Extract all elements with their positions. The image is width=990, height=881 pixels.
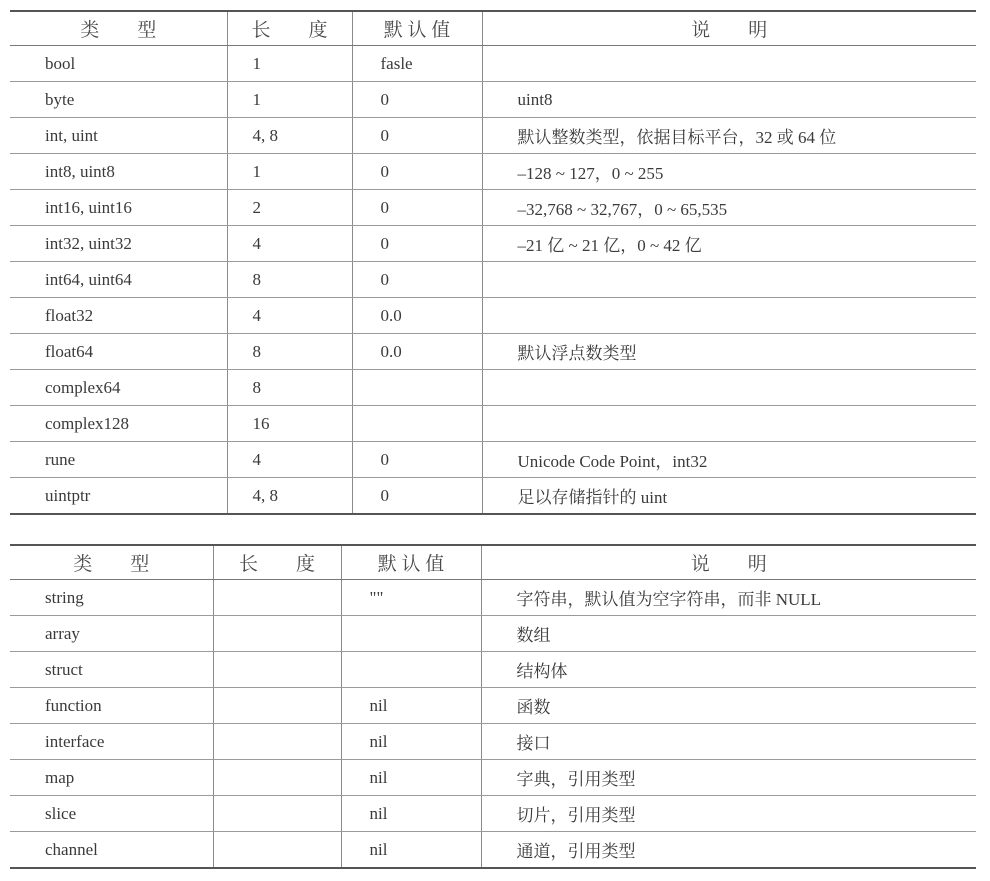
table-row (10, 370, 976, 406)
table-row (10, 190, 976, 226)
default-cell (341, 652, 481, 688)
default-cell: 0 (352, 118, 482, 154)
type-cell: float32 (10, 298, 227, 334)
default-cell: nil (341, 724, 481, 760)
default-cell: nil (341, 760, 481, 796)
default-cell: 0 (352, 262, 482, 298)
type-cell: int64, uint64 (10, 262, 227, 298)
length-cell (213, 652, 341, 688)
reference-types-table (10, 544, 976, 869)
table-row (10, 652, 976, 688)
length-cell: 8 (227, 262, 352, 298)
description-cell: 默认浮点数类型 (482, 334, 976, 370)
description-cell (482, 298, 976, 334)
type-cell: string (10, 580, 213, 616)
default-cell: nil (341, 832, 481, 869)
description-cell: 结构体 (481, 652, 976, 688)
basic-types-table (10, 10, 976, 515)
type-cell: rune (10, 442, 227, 478)
type-cell: map (10, 760, 213, 796)
reference-types-body (10, 580, 976, 869)
length-cell: 4, 8 (227, 118, 352, 154)
header-type: 类 型 (10, 545, 213, 580)
default-cell: nil (341, 796, 481, 832)
description-cell: 足以存储指针的 uint (482, 478, 976, 515)
default-cell: 0 (352, 442, 482, 478)
header-description: 说 明 (481, 545, 976, 580)
description-cell: 字符串，默认值为空字符串，而非 NULL (481, 580, 976, 616)
length-cell: 16 (227, 406, 352, 442)
description-cell: Unicode Code Point，int32 (482, 442, 976, 478)
default-cell: "" (341, 580, 481, 616)
description-cell (482, 262, 976, 298)
header-description: 说 明 (482, 11, 976, 46)
description-cell: 默认整数类型，依据目标平台，32 或 64 位 (482, 118, 976, 154)
type-cell: struct (10, 652, 213, 688)
table-header-row (10, 11, 976, 46)
description-cell: 通道，引用类型 (481, 832, 976, 869)
default-cell: 0 (352, 190, 482, 226)
length-cell: 1 (227, 154, 352, 190)
description-cell: –21 亿 ~ 21 亿，0 ~ 42 亿 (482, 226, 976, 262)
header-default: 默 认 值 (341, 545, 481, 580)
type-cell: slice (10, 796, 213, 832)
length-cell (213, 760, 341, 796)
default-cell: 0.0 (352, 334, 482, 370)
table-row (10, 298, 976, 334)
type-cell: complex64 (10, 370, 227, 406)
table-row (10, 724, 976, 760)
default-cell: 0 (352, 226, 482, 262)
header-length: 长 度 (213, 545, 341, 580)
table-row (10, 688, 976, 724)
length-cell: 4 (227, 226, 352, 262)
table-row (10, 262, 976, 298)
table-row (10, 154, 976, 190)
table-row (10, 832, 976, 869)
default-cell: 0 (352, 154, 482, 190)
type-cell: int, uint (10, 118, 227, 154)
length-cell: 8 (227, 370, 352, 406)
length-cell: 4, 8 (227, 478, 352, 515)
header-default: 默 认 值 (352, 11, 482, 46)
description-cell: 字典，引用类型 (481, 760, 976, 796)
length-cell: 4 (227, 298, 352, 334)
description-cell: 接口 (481, 724, 976, 760)
table-row (10, 226, 976, 262)
description-cell: –32,768 ~ 32,767，0 ~ 65,535 (482, 190, 976, 226)
default-cell (352, 406, 482, 442)
length-cell (213, 832, 341, 869)
default-cell: nil (341, 688, 481, 724)
length-cell (213, 724, 341, 760)
table-header-row (10, 545, 976, 580)
type-cell: array (10, 616, 213, 652)
table-row (10, 406, 976, 442)
table-row (10, 580, 976, 616)
length-cell: 4 (227, 442, 352, 478)
table-row (10, 760, 976, 796)
type-cell: uintptr (10, 478, 227, 515)
header-type: 类 型 (10, 11, 227, 46)
type-cell: byte (10, 82, 227, 118)
length-cell (213, 796, 341, 832)
table-row (10, 478, 976, 515)
default-cell: 0 (352, 82, 482, 118)
table-row (10, 442, 976, 478)
description-cell: uint8 (482, 82, 976, 118)
description-cell (482, 406, 976, 442)
default-cell: 0 (352, 478, 482, 515)
description-cell (482, 370, 976, 406)
type-cell: function (10, 688, 213, 724)
description-cell: 数组 (481, 616, 976, 652)
default-cell: 0.0 (352, 298, 482, 334)
default-cell (352, 370, 482, 406)
type-cell: int32, uint32 (10, 226, 227, 262)
description-cell: 切片，引用类型 (481, 796, 976, 832)
type-cell: interface (10, 724, 213, 760)
length-cell (213, 616, 341, 652)
length-cell: 2 (227, 190, 352, 226)
length-cell: 8 (227, 334, 352, 370)
type-cell: channel (10, 832, 213, 869)
type-cell: complex128 (10, 406, 227, 442)
length-cell (213, 580, 341, 616)
type-cell: bool (10, 46, 227, 82)
description-cell: 函数 (481, 688, 976, 724)
basic-types-body (10, 46, 976, 515)
default-cell (341, 616, 481, 652)
table-row (10, 118, 976, 154)
type-cell: int16, uint16 (10, 190, 227, 226)
table-row (10, 82, 976, 118)
table-row (10, 46, 976, 82)
default-cell: fasle (352, 46, 482, 82)
table-row (10, 796, 976, 832)
type-cell: float64 (10, 334, 227, 370)
length-cell (213, 688, 341, 724)
type-cell: int8, uint8 (10, 154, 227, 190)
table-row (10, 616, 976, 652)
table-row (10, 334, 976, 370)
description-cell: –128 ~ 127，0 ~ 255 (482, 154, 976, 190)
length-cell: 1 (227, 82, 352, 118)
header-length: 长 度 (227, 11, 352, 46)
description-cell (482, 46, 976, 82)
length-cell: 1 (227, 46, 352, 82)
